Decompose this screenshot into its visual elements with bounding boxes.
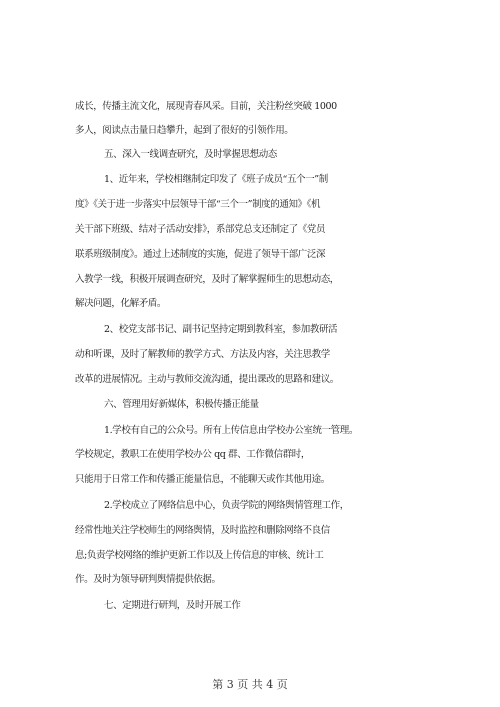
paragraph-line: 1、近年来，学校相继制定印发了《班子成员“五个一”制 xyxy=(104,174,328,185)
paragraph-line: 解决问题，化解矛盾。 xyxy=(75,298,167,309)
paragraph-line: 入教学一线，积极开展调查研究，及时了解掌握师生的思想动态， xyxy=(75,274,339,285)
paragraph-line: 2.学校成立了网络信息中心，负责学院的网络舆情管理工作， xyxy=(104,500,349,511)
paragraph-line: 改革的进展情况。主动与教师交流沟通，提出课改的思路和建议。 xyxy=(75,374,339,385)
paragraph-line: 多人，阅读点击量日趋攀升，起到了很好的引领作用。 xyxy=(75,125,294,136)
paragraph-line: 息;负责学校网络的维护更新工作以及上传信息的审核、统计工 xyxy=(75,550,324,561)
paragraph-line: 度》《关于进一步落实中层领导干部“三个一”制度的通知》《机 xyxy=(75,199,321,210)
paragraph-line: 联系班级制度》。通过上述制度的实施，促进了领导干部广泛深 xyxy=(75,249,326,260)
paragraph-line: 1.学校有自己的公众号。所有上传信息由学校办公室统一管理。 xyxy=(104,425,358,436)
paragraph-line: 成长，传播主流文化，展现青春风采。目前，关注粉丝突破 1000 xyxy=(75,101,337,112)
paragraph-line: 作。及时为领导研判舆情提供依据。 xyxy=(75,574,221,585)
paragraph-line: 关干部下班级、结对子活动安排》，系部党总支还制定了《党员 xyxy=(75,224,326,235)
paragraph-line: 动和听课，及时了解教师的教学方式、方法及内容，关注思教学 xyxy=(75,349,330,360)
paragraph-line: 2、校党支部书记、副书记坚持定期到教科室，参加教研活 xyxy=(104,324,338,335)
paragraph-line: 学校规定，教职工在使用学校办公 qq 群、工作微信群时， xyxy=(75,449,311,460)
section-heading-7: 七、定期进行研判，及时开展工作 xyxy=(104,600,241,611)
paragraph-line: 只能用于日常工作和传播正能量信息，不能聊天或作其他用途。 xyxy=(75,474,330,485)
section-heading-6: 六、管理用好新媒体，积极传播正能量 xyxy=(104,399,259,410)
page-number-footer: 第 3 页 共 4 页 xyxy=(212,678,288,691)
section-heading-5: 五、深入一线调查研究，及时掌握思想动态 xyxy=(104,149,277,160)
paragraph-line: 经常性地关注学校师生的网络舆情，及时监控和删除网络不良信 xyxy=(75,525,330,536)
